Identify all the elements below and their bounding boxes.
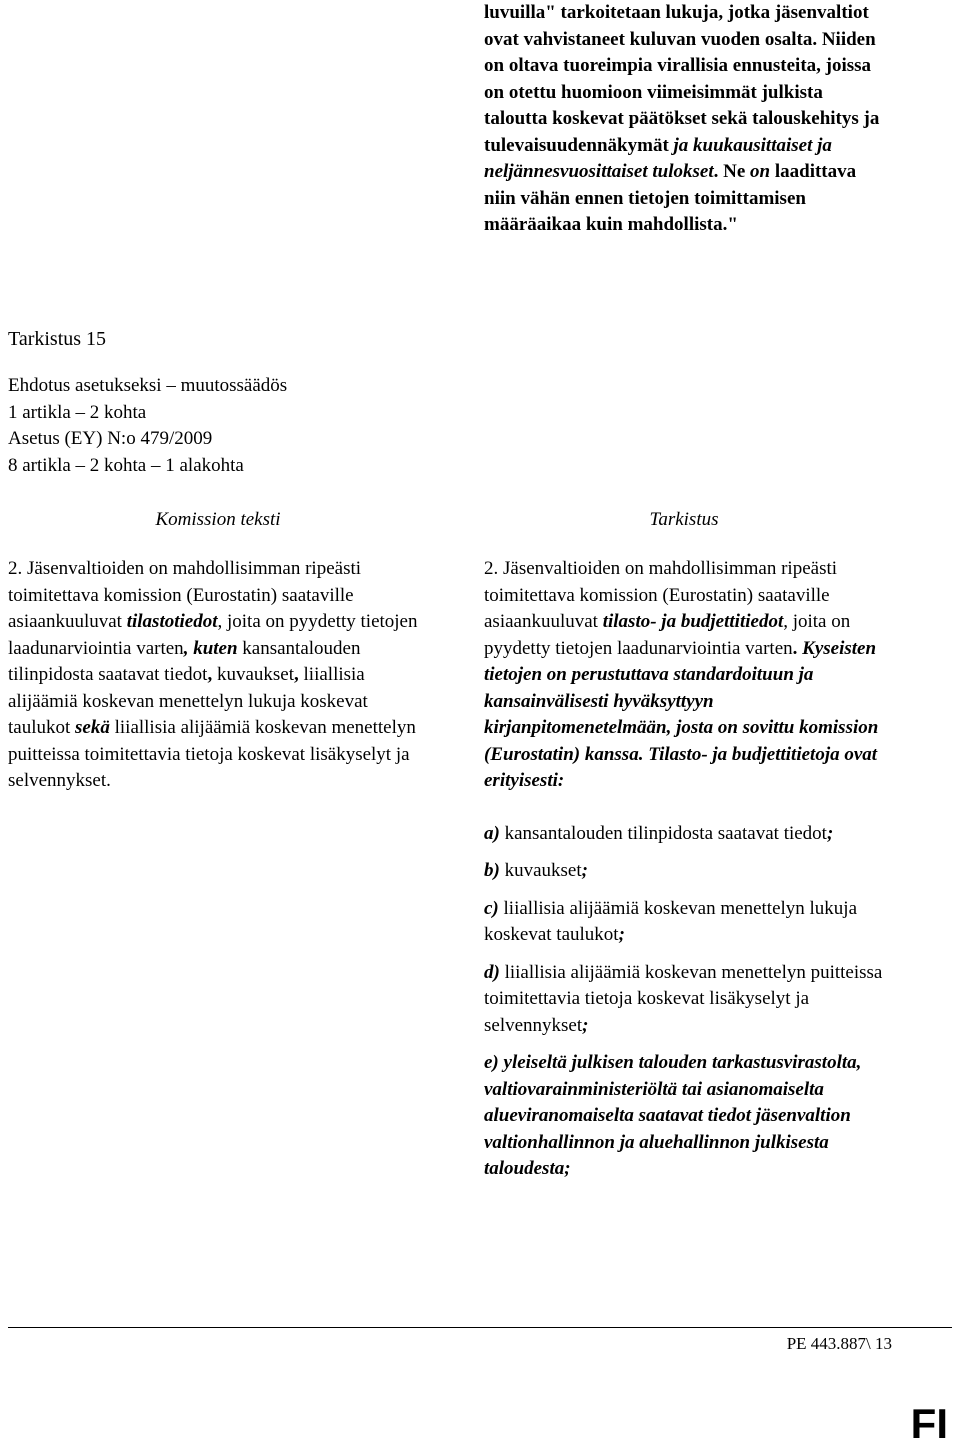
text-run: sekä [75,717,110,738]
text-run: liiallisia alijäämiä koskevan menettelyn lukuja koskevat taulukot [8,664,368,738]
language-code: FI [910,1400,948,1447]
list-item-d [484,960,884,1040]
text-run: laadittava niin vähän ennen tietojen toimittamisen määräaikaa kuin mahdollista." [484,161,857,235]
text-run: , [294,664,299,685]
list-item-end: ; [618,924,625,945]
continuation-paragraph [484,0,884,239]
amendment-number: Tarkistus 15 [8,328,107,350]
text-run: ja kuukausittaiset ja neljännesvuosittaiset tulokset [484,134,832,182]
text-run: liiallisia alijäämiä koskevan menettelyn puitteissa toimitettavia tietoja koskevat lisäkyselyt ja selvennykset. [8,717,416,791]
list-marker: b) [484,860,500,881]
document-reference: PE 443.887\ 13 [786,1334,892,1353]
list-item-e [484,1050,884,1183]
text-run: 2. Jäsenvaltioiden on mahdollisimman ripeästi toimitettava komission (Eurostatin) saataville asiaankuuluvat [484,558,838,632]
subparagraph-reference: 8 artikla – 2 kohta – 1 alakohta [8,454,244,476]
column-heading-commission: Komission teksti [155,509,281,530]
text-run: , [207,664,213,685]
list-item-end: ; [582,1014,589,1036]
list-item-b [484,858,884,885]
amendment-header [8,325,468,479]
list-item-end: ; [581,860,588,881]
list-item-text: e) yleiseltä julkisen talouden tarkastusvirastolta, valtiovarainministeriöltä tai asianomaiselta alueviranomaiselta saatavat tiedot jäsenvaltion valtionhallinnon ja aluehallinnon julkisesta taloudesta; [484,1052,862,1179]
list-item-text: liiallisia alijäämiä koskevan menettelyn puitteissa toimitettavia tietoja koskevat lisäkyselyt ja selvennykset [484,961,883,1036]
proposal-title: Ehdotus asetukseksi – muutossäädös [8,375,288,396]
text-run: on [750,161,771,182]
list-item-text: kansantalouden tilinpidosta saatavat tiedot [504,822,827,844]
text-run: tilastotiedot [126,611,218,632]
column-heading-amendment: Tarkistus [649,509,719,530]
list-item-a [484,821,884,848]
list-item-c [484,896,884,949]
text-run: kansantalouden tilinpidosta saatavat tiedot [8,637,361,685]
list-item-end: ; [826,822,834,844]
list-marker: d) [484,961,500,983]
text-run: . Ne [713,161,746,182]
amendment-text [484,556,884,1183]
text-run: tilasto- ja budjettitiedot [602,611,784,632]
text-run: , joita on pyydetty tietojen laadunarviointia varten [484,611,851,659]
text-run: , kuten [183,637,238,659]
footer-divider [8,1327,952,1328]
text-run: luvuilla" tarkoitetaan lukuja, jotka jäsenvaltiot ovat vahvistaneet kuluvan vuoden osalta. Niiden on oltava tuoreimpia virallisia ennusteita, joissa on otettu huomioon viimeisimmät julkista taloutta koskevat päätökset sekä talouskehitys ja tulevaisuudennäkymät [484,2,880,156]
list-marker: a) [484,822,500,844]
text-run: . [792,637,798,659]
text-run: , joita on pyydetty tietojen laadunarviointia varten [8,611,418,659]
regulation-reference: Asetus (EY) N:o 479/2009 [8,428,213,449]
list-item-text: kuvaukset [504,860,582,881]
list-marker: c) [484,897,499,919]
commission-text [8,556,428,795]
list-item-text: liiallisia alijäämiä koskevan menettelyn lukuja koskevat taulukot [484,897,858,945]
text-run: Kyseisten tietojen on perustuttava standardoituun ja kansainvälisesti hyväksyttyyn kirjanpitomenetelmään, josta on sovittu komission (Eurostatin) kanssa. Tilasto- ja budjettitietoja ovat erityisesti: [484,637,879,791]
text-run: 2. Jäsenvaltioiden on mahdollisimman ripeästi toimitettava komission (Eurostatin) saataville asiaankuuluvat [8,558,362,632]
text-run: kuvaukset [216,664,295,685]
article-reference: 1 artikla – 2 kohta [8,401,147,423]
